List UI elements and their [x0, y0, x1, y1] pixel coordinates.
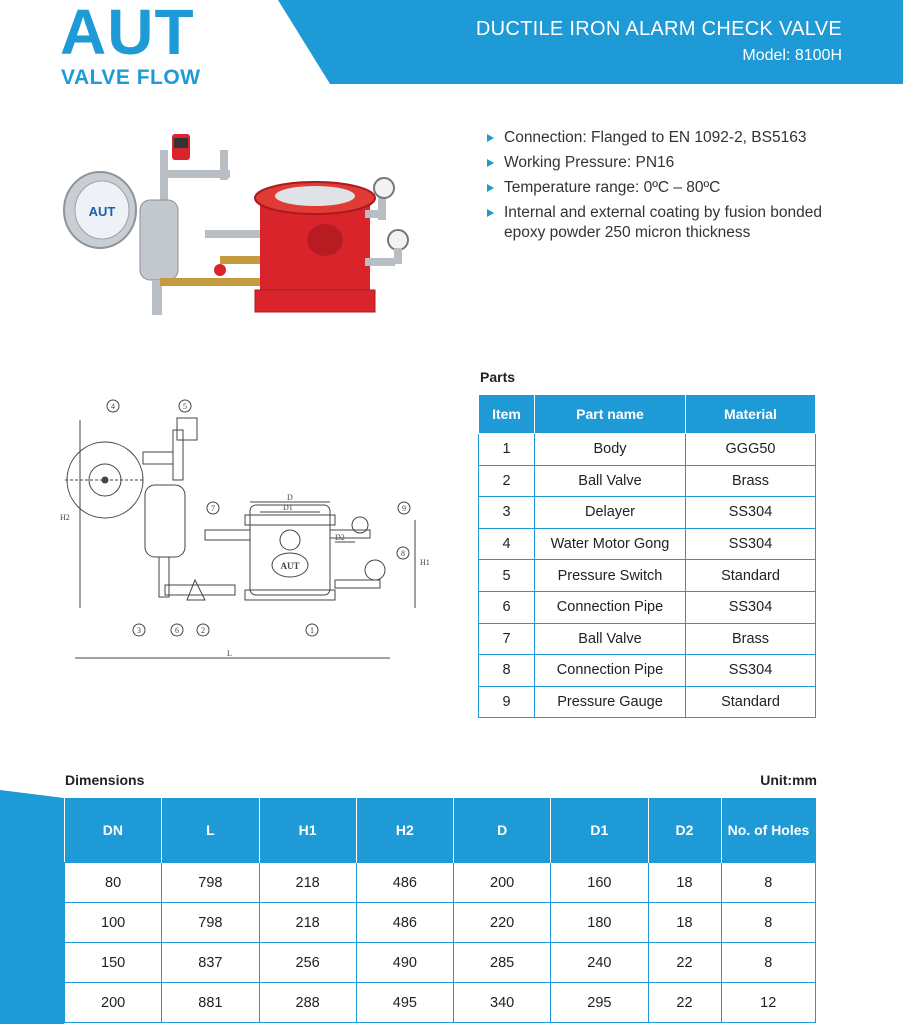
callout-4: 4	[111, 402, 115, 411]
gong-label: AUT	[88, 204, 116, 219]
callout-9: 9	[402, 504, 406, 513]
dim-label-h2: H2	[60, 513, 70, 522]
table-cell: 9	[479, 686, 535, 718]
table-cell: SS304	[686, 591, 816, 623]
callout-8: 8	[401, 549, 405, 558]
table-row	[479, 623, 816, 655]
bullet-arrow-icon	[487, 134, 494, 142]
table-cell: 495	[356, 983, 453, 1023]
table-cell: 18	[648, 863, 721, 903]
table-cell: Delayer	[535, 497, 686, 529]
table-row	[479, 686, 816, 718]
table-cell: Brass	[686, 465, 816, 497]
table-row	[65, 903, 816, 943]
table-header-row	[479, 395, 816, 434]
feature-item: Temperature range: 0ºC – 80ºC	[487, 178, 867, 198]
table-cell: 240	[551, 943, 648, 983]
callout-7: 7	[211, 504, 215, 513]
bullet-arrow-icon	[487, 209, 494, 217]
dimensions-label: Dimensions	[65, 772, 145, 788]
column-header: H1	[259, 798, 356, 863]
column-header: D1	[551, 798, 648, 863]
feature-item: Connection: Flanged to EN 1092-2, BS5163	[487, 128, 867, 148]
column-header: L	[162, 798, 259, 863]
parts-label: Parts	[480, 369, 516, 385]
product-photo	[60, 130, 420, 320]
parts-table	[478, 394, 816, 718]
table-cell: 3	[479, 497, 535, 529]
column-header: Material	[686, 395, 816, 434]
decorative-stripe	[0, 790, 64, 1024]
table-cell: 150	[65, 943, 162, 983]
table-cell: Ball Valve	[535, 465, 686, 497]
brand-logo-subtitle: VALVE FLOW	[61, 66, 201, 89]
callout-2: 2	[201, 626, 205, 635]
table-cell: 798	[162, 903, 259, 943]
table-cell: Body	[535, 434, 686, 466]
table-cell: 80	[65, 863, 162, 903]
table-cell: 4	[479, 528, 535, 560]
table-cell: 160	[551, 863, 648, 903]
table-cell: 6	[479, 591, 535, 623]
table-row	[65, 983, 816, 1023]
model-number: Model: 8100H	[742, 47, 842, 64]
table-cell: 2	[479, 465, 535, 497]
table-cell: 12	[721, 983, 816, 1023]
table-cell: 8	[721, 863, 816, 903]
table-cell: 5	[479, 560, 535, 592]
table-row	[479, 434, 816, 466]
table-cell: 218	[259, 863, 356, 903]
table-cell: 7	[479, 623, 535, 655]
column-header: Item	[479, 395, 535, 434]
table-cell: 18	[648, 903, 721, 943]
feature-list	[487, 128, 867, 248]
table-cell: Standard	[686, 686, 816, 718]
table-cell: 22	[648, 983, 721, 1023]
dim-label-d1: D1	[283, 503, 293, 512]
table-row	[479, 655, 816, 687]
table-row	[479, 591, 816, 623]
dim-label-d: D	[287, 493, 293, 502]
dim-label-h1: H1	[420, 558, 430, 567]
feature-item: Working Pressure: PN16	[487, 153, 867, 173]
table-cell: 490	[356, 943, 453, 983]
table-row	[479, 528, 816, 560]
table-cell: 200	[454, 863, 551, 903]
table-cell: 486	[356, 863, 453, 903]
unit-label: Unit:mm	[760, 772, 817, 788]
table-cell: 200	[65, 983, 162, 1023]
table-row	[479, 465, 816, 497]
dimensions-table	[64, 798, 816, 1023]
table-cell: Brass	[686, 623, 816, 655]
bullet-arrow-icon	[487, 159, 494, 167]
callout-6: 6	[175, 626, 179, 635]
table-cell: 1	[479, 434, 535, 466]
table-cell: Pressure Gauge	[535, 686, 686, 718]
table-cell: 22	[648, 943, 721, 983]
table-cell: 218	[259, 903, 356, 943]
table-cell: GGG50	[686, 434, 816, 466]
table-cell: 220	[454, 903, 551, 943]
page-title: DUCTILE IRON ALARM CHECK VALVE	[475, 18, 842, 40]
table-cell: 180	[551, 903, 648, 943]
column-header: No. of Holes	[721, 798, 816, 863]
column-header: H2	[356, 798, 453, 863]
feature-item: Internal and external coating by fusion bonded epoxy powder 250 micron thickness	[487, 203, 867, 243]
callout-3: 3	[137, 626, 141, 635]
table-cell: SS304	[686, 655, 816, 687]
callout-1: 1	[310, 626, 314, 635]
table-cell: Standard	[686, 560, 816, 592]
table-cell: 837	[162, 943, 259, 983]
table-cell: 100	[65, 903, 162, 943]
callout-5: 5	[183, 402, 187, 411]
table-cell: Connection Pipe	[535, 591, 686, 623]
table-cell: Water Motor Gong	[535, 528, 686, 560]
table-cell: Ball Valve	[535, 623, 686, 655]
technical-drawing	[55, 390, 445, 670]
bullet-arrow-icon	[487, 184, 494, 192]
dim-label-l: L	[227, 649, 232, 658]
column-header: D	[454, 798, 551, 863]
table-row	[65, 863, 816, 903]
dim-label-d2: D2	[335, 533, 345, 542]
table-cell: 295	[551, 983, 648, 1023]
table-row	[65, 943, 816, 983]
table-cell: Pressure Switch	[535, 560, 686, 592]
table-cell: 285	[454, 943, 551, 983]
table-row	[479, 497, 816, 529]
table-cell: 8	[479, 655, 535, 687]
table-header-row	[65, 798, 816, 863]
brand-logo: AUT	[60, 0, 195, 68]
table-cell: Connection Pipe	[535, 655, 686, 687]
table-cell: 8	[721, 943, 816, 983]
table-row	[479, 560, 816, 592]
table-cell: 8	[721, 903, 816, 943]
column-header: DN	[65, 798, 162, 863]
table-cell: 798	[162, 863, 259, 903]
table-cell: 288	[259, 983, 356, 1023]
table-cell: 340	[454, 983, 551, 1023]
drawing-valve-label: AUT	[280, 561, 300, 571]
table-cell: SS304	[686, 497, 816, 529]
table-cell: 256	[259, 943, 356, 983]
table-cell: 881	[162, 983, 259, 1023]
table-cell: SS304	[686, 528, 816, 560]
column-header: D2	[648, 798, 721, 863]
table-cell: 486	[356, 903, 453, 943]
column-header: Part name	[535, 395, 686, 434]
